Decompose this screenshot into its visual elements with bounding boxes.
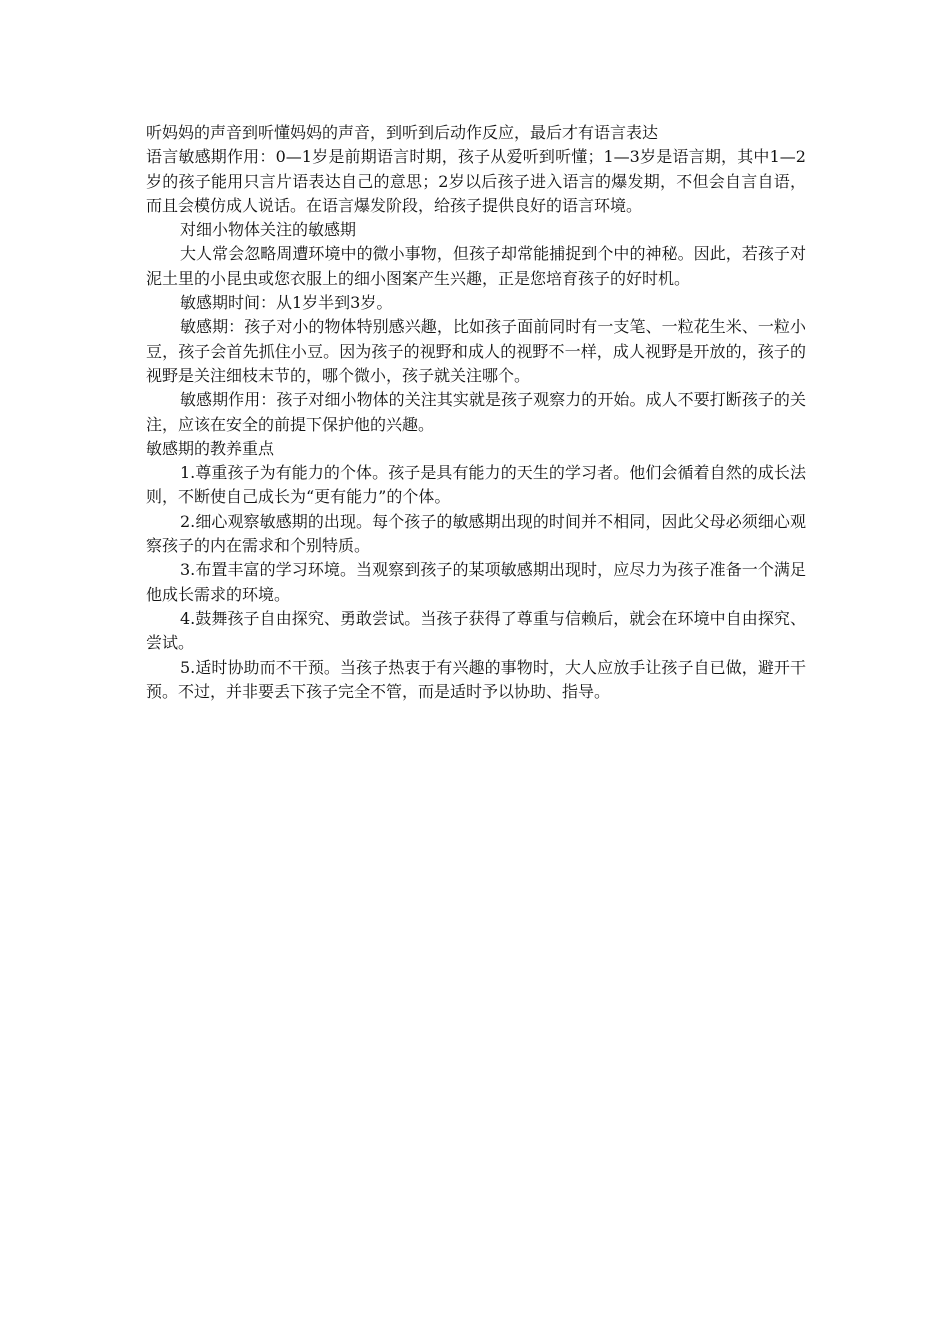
paragraph-4: 大人常会忽略周遭环境中的微小事物，但孩子却常能捕捉到个中的神秘。因此，若孩子对泥土里的小昆虫或您衣服上的细小图案产生兴趣，正是您培育孩子的好时机。 xyxy=(146,244,806,288)
paragraph-2: 语言敏感期作用：0—1岁是前期语言时期，孩子从爱听到听懂；1—3岁是语言期，其中1—2岁的孩子能用只言片语表达自己的意思；2岁以后孩子进入语言的爆发期，不但会自言自语，而且会模仿成人说话。在语言爆发阶段，给孩子提供良好的语言环境。 xyxy=(146,147,806,215)
section-heading-parenting-focus: 敏感期的教养重点 xyxy=(146,438,275,458)
list-item-5: 5.适时协助而不干预。当孩子热衷于有兴趣的事物时，大人应放手让孩子自已做，避开干预。不过，并非要丢下孩子完全不管，而是适时予以协助、指导。 xyxy=(146,657,806,701)
document-body xyxy=(146,121,806,704)
list-item-3: 3.布置丰富的学习环境。当观察到孩子的某项敏感期出现时，应尽力为孩子准备一个满足他成长需求的环境。 xyxy=(146,560,806,604)
paragraph-7: 敏感期作用：孩子对细小物体的关注其实就是孩子观察力的开始。成人不要打断孩子的关注，应该在安全的前提下保护他的兴趣。 xyxy=(146,390,806,434)
list-item-1: 1.尊重孩子为有能力的个体。孩子是具有能力的天生的学习者。他们会循着自然的成长法则，不断使自己成长为“更有能力”的个体。 xyxy=(146,463,806,507)
list-item-2: 2.细心观察敏感期的出现。每个孩子的敏感期出现的时间并不相同，因此父母必须细心观察孩子的内在需求和个别特质。 xyxy=(146,511,806,556)
paragraph-6: 敏感期：孩子对小的物体特别感兴趣，比如孩子面前同时有一支笔、一粒花生米、一粒小豆，孩子会首先抓住小豆。因为孩子的视野和成人的视野不一样，成人视野是开放的，孩子的视野是关注细枝末节的，哪个微小，孩子就关注哪个。 xyxy=(146,317,806,385)
list-item-4: 4.鼓舞孩子自由探究、勇敢尝试。当孩子获得了尊重与信赖后，就会在环境中自由探究、尝试。 xyxy=(146,608,806,653)
paragraph-1: 听妈妈的声音到听懂妈妈的声音，到听到后动作反应，最后才有语言表达 xyxy=(146,123,659,142)
section-heading-small-objects: 对细小物体关注的敏感期 xyxy=(180,220,357,240)
paragraph-5: 敏感期时间：从1岁半到3岁。 xyxy=(180,293,393,313)
